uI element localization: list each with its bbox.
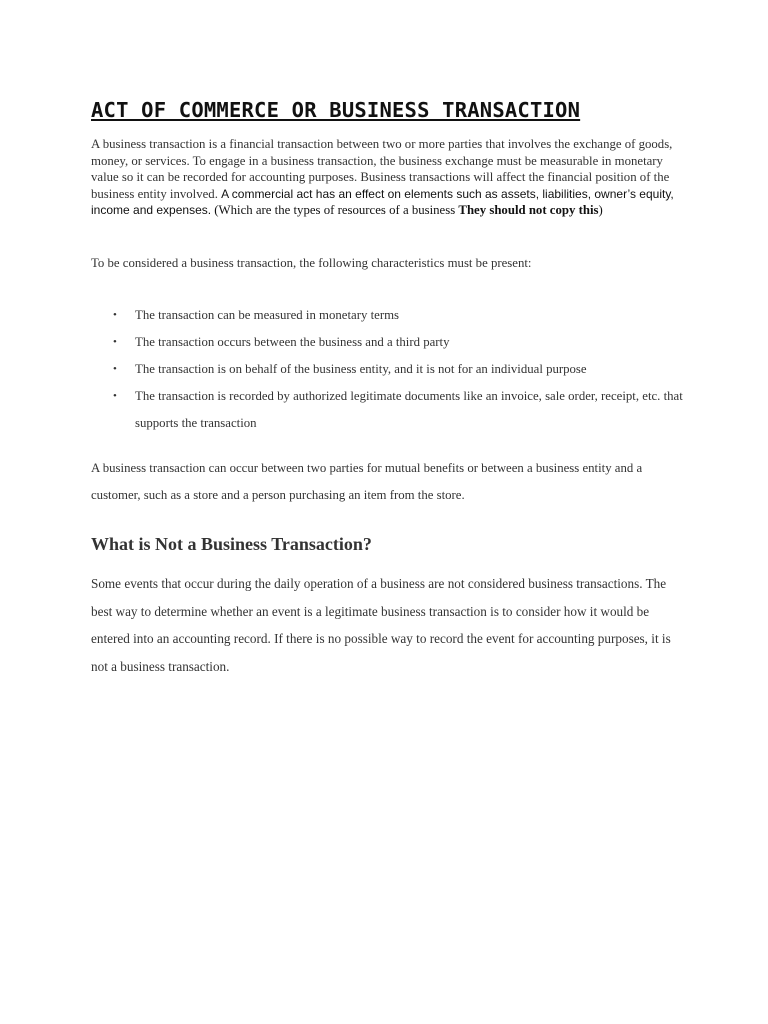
- not-transaction-paragraph: Some events that occur during the daily operation of a business are not considered business transactions. The best way to determine whether an event is a legitimate business transaction is to consider how it would be entered into an accounting record. If there is no possible way to record the event for accounting purposes, it is not a business transaction.: [91, 576, 671, 674]
- bullet-icon: •: [113, 336, 117, 348]
- not-transaction-heading: What is Not a Business Transaction?: [91, 534, 372, 554]
- bullet-icon: •: [113, 390, 117, 402]
- list-item: [91, 302, 691, 329]
- list-item: [91, 329, 691, 356]
- intro-paragraph: [91, 136, 681, 219]
- list-item-text: The transaction is on behalf of the business entity, and it is not for an individual purpose: [135, 362, 587, 376]
- characteristics-list: [91, 302, 691, 437]
- intro-text-part5: ): [598, 203, 603, 218]
- characteristics-intro: To be considered a business transaction, the following characteristics must be present:: [91, 256, 532, 270]
- bullet-icon: •: [113, 363, 117, 375]
- list-item: [91, 383, 691, 437]
- bullet-icon: •: [113, 309, 117, 321]
- intro-text-bold-note: They should not copy this: [458, 203, 599, 218]
- intro-text-part1: A business transaction is a financial transaction between two or more parties that involves the exchange of goods, money, or services. To engage in a business transaction, the business exchange must be measurable in monetary value so it can be recorded for accounting purposes. Business transactions will affect the financial position of the business entity involved.: [91, 137, 673, 201]
- list-item-text: The transaction can be measured in monetary terms: [135, 308, 400, 322]
- list-item-text: The transaction is recorded by authorized legitimate documents like an invoice, sale order, receipt, etc. that supports the transaction: [135, 389, 683, 430]
- document-title: ACT OF COMMERCE OR BUSINESS TRANSACTION: [91, 98, 581, 122]
- intro-text-part3: (Which are the types of resources of a business: [211, 203, 459, 218]
- list-item: [91, 356, 691, 383]
- list-item-text: The transaction occurs between the business and a third party: [135, 335, 450, 349]
- intro-text-part2: A commercial act has an effect on elements such as assets, liabilities, owner’s equity, income and expenses.: [91, 186, 674, 218]
- mutual-benefits-paragraph: A business transaction can occur between two parties for mutual benefits or between a business entity and a customer, such as a store and a person purchasing an item from the store.: [91, 461, 643, 502]
